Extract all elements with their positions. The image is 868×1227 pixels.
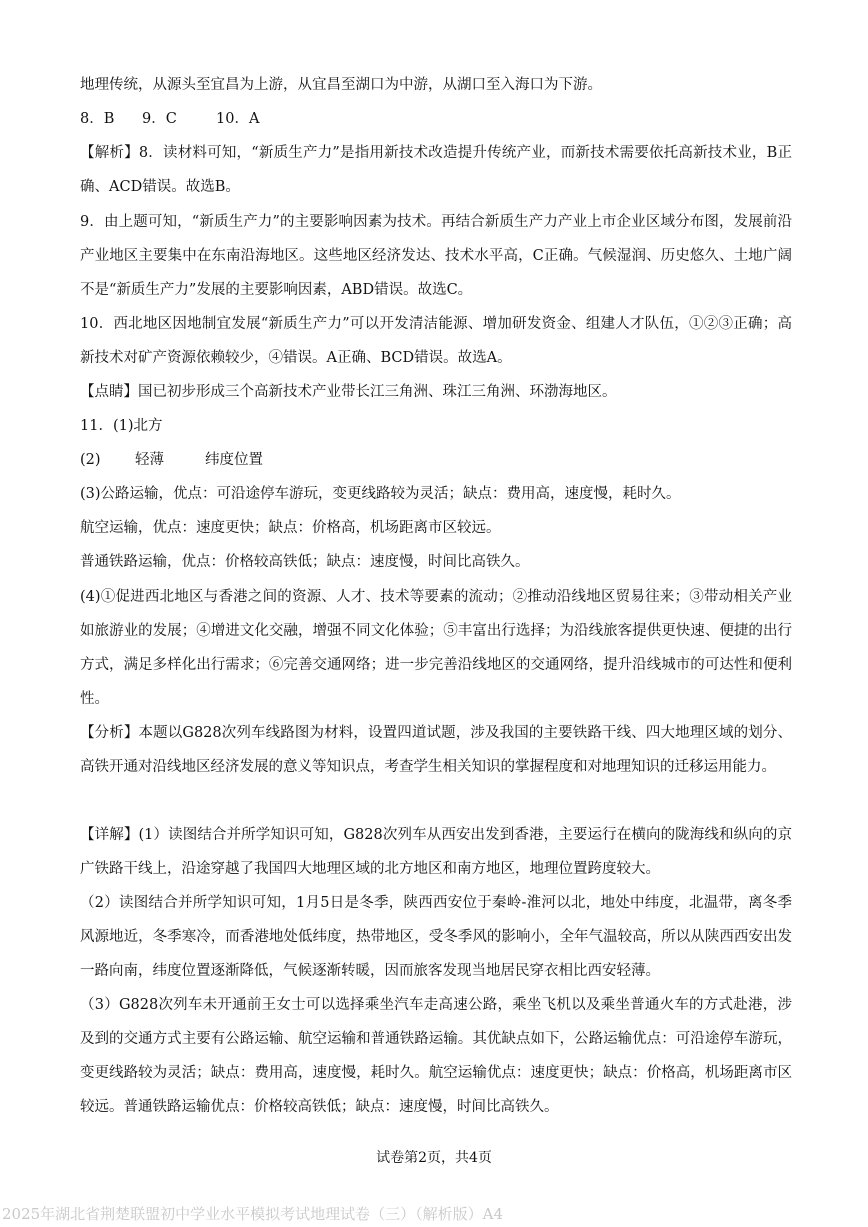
answer-11-3-rail: 普通铁路运输，优点：价格较高铁低；缺点：速度慢，时间比高铁久。 — [80, 554, 530, 570]
detail-q11-1: 【详解】(1）读图结合并所学知识可知，G828次列车从西安出发到香港，主要运行在横向的陇海线和纵向的京广铁路干线上，沿途穿越了我国四大地理区域的北方地区和南方地区，地理位置跨度较大。 — [80, 827, 792, 877]
page-footer: 试卷第2页，共4页 — [376, 1150, 492, 1166]
answer-11-2-clothing: 轻薄 — [135, 452, 164, 468]
analysis-q11: 【分析】本题以G828次列车线路图为材料，设置四道试题，涉及我国的主要铁路干线、四大地理区域的划分、高铁开通对沿线地区经济发展的意义等知识点，考查学生相关知识的掌握程度和对地理知识的迁移运用能力。 — [80, 725, 792, 775]
analysis-q8: 【解析】8．读材料可知，“新质生产力”是指用新技术改造提升传统产业，而新技术需要依托高新技术业，B正确、ACD错误。故选B。 — [80, 145, 792, 195]
answer-10: 10．A — [216, 111, 260, 127]
analysis-q9: 9．由上题可知，“新质生产力”的主要影响因素为技术。再结合新质生产力产业上市企业区域分布图，发展前沿产业地区主要集中在东南沿海地区。这些地区经济发达、技术水平高，C正确。气候湿润、历史悠久、土地广阔不是“新质生产力”发展的主要影响因素，ABD错误。故选C。 — [80, 214, 792, 298]
analysis-q10: 10．西北地区因地制宜发展“新质生产力”可以开发清洁能源、增加研发资金、组建人才队伍，①②③正确；高新技术对矿产资源依赖较少，④错误。A正确、BCD错误。故选A。 — [80, 316, 792, 366]
answer-11-2-reason: 纬度位置 — [205, 452, 263, 468]
answers-8-10 — [80, 102, 792, 136]
answer-11-3-road: (3)公路运输，优点：可沿途停车游玩，变更线路较为灵活；缺点：费用高，速度慢，耗时久。 — [80, 486, 681, 502]
answer-11-2 — [80, 443, 792, 477]
answer-8: 8．B — [80, 111, 115, 127]
detail-q11-3: （3）G828次列车未开通前王女士可以选择乘坐汽车走高速公路，乘坐飞机以及乘坐普通火车的方式赴港，涉及到的交通方式主要有公路运输、航空运输和普通铁路运输。其优缺点如下，公路运输优点：可沿途停车游玩，变更线路较为灵活；缺点：费用高，速度慢，耗时久。航空运输优点：速度更快；缺点：价格高，机场距离市区较远。普通铁路运输优点：价格较高铁低；缺点：速度慢，时间比高铁久。 — [80, 997, 792, 1115]
answer-11-3-air: 航空运输，优点：速度更快；缺点：价格高，机场距离市区较远。 — [80, 520, 501, 536]
watermark-title: 2025年湖北省荆楚联盟初中学业水平模拟考试地理试卷（三）（解析版）A4 — [2, 1205, 504, 1223]
paragraph-river-sections: 地理传统，从源头至宜昌为上游，从宜昌至湖口为中游，从湖口至入海口为下游。 — [80, 77, 602, 93]
answer-11-2-label: (2) — [80, 452, 101, 468]
detail-q11-2: （2）读图结合并所学知识可知，1月5日是冬季，陕西西安位于秦岭-淮河以北，地处中纬度，北温带，离冬季风源地近，冬季寒冷，而香港地处低纬度，热带地区，受冬季风的影响小，全年气温较高，所以从陕西西安出发一路向南，纬度位置逐渐降低，气候逐渐转暖，因而旅客发现当地居民穿衣相比西安轻薄。 — [80, 895, 792, 979]
answer-9: 9．C — [142, 111, 177, 127]
tip-section: 【点睛】国已初步形成三个高新技术产业带长江三角洲、珠江三角洲、环渤海地区。 — [80, 384, 617, 400]
answer-11-4: (4)①促进西北地区与香港之间的资源、人才、技术等要素的流动；②推动沿线地区贸易往来；③带动相关产业如旅游业的发展；④增进文化交融，增强不同文化体验；⑤丰富出行选择；为沿线旅客提供更快速、便捷的出行方式，满足多样化出行需求；⑥完善交通网络；进一步完善沿线地区的交通网络，提升沿线城市的可达性和便利性。 — [80, 589, 792, 707]
answer-11-1: 11．(1)北方 — [80, 418, 163, 434]
